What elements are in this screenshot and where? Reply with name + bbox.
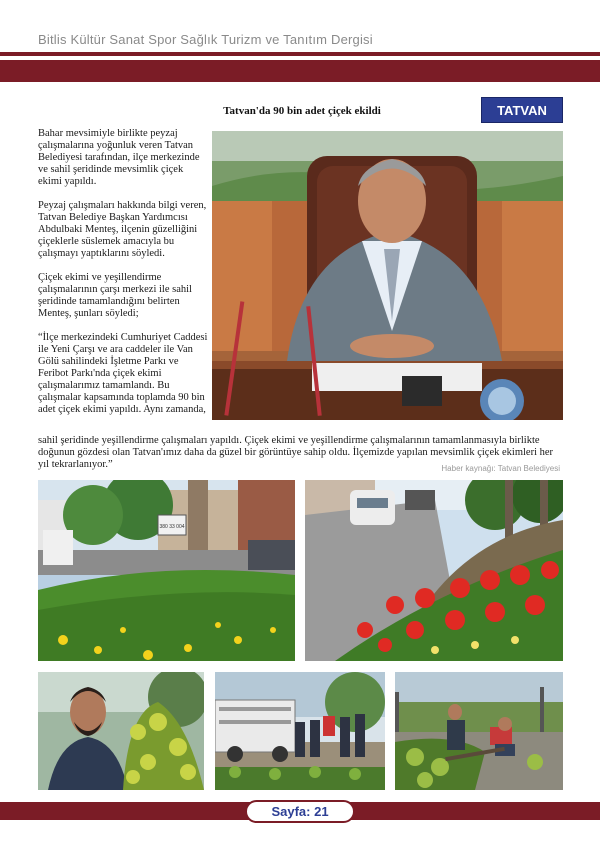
section-tag: TATVAN bbox=[481, 97, 563, 123]
street-flowerbed-photo bbox=[38, 480, 295, 661]
paragraph-1: Bahar mevsimiyle birlikte peyzaj çalışmalarına yoğunluk veren Tatvan Belediyesi tarafından, ilçe merkezinde ve sahil şeridinde mevsimlik çiçek ekimi yapıldı. bbox=[38, 128, 200, 187]
paragraph-4: “İlçe merkezindeki Cumhuriyet Caddesi ile Yeni Çarşı ve ara caddeler ile Van Gölü sahilindeki İşletme Parkı ve Feribot Parkı'nda çiçek ekimi çalışmalarımız tamamlandı. Bu çalışmalar kapsamında toplamda 90 bin adet çiçek ekimi yapıldı. Aynı zamanda, bbox=[38, 332, 208, 415]
paragraph-2: Peyzaj çalışmaları hakkında bilgi veren, Tatvan Belediye Başkan Yardımcısı Abdulbaki Menteş, ilçenin güzelliğini çiçeklerle süslemek amacıyla bu çalışmayı yaptıklarını söyledi. bbox=[38, 200, 207, 259]
road-sign-text: 380 33 004 bbox=[159, 524, 185, 530]
news-source: Haber kaynağı: Tatvan Belediyesi bbox=[441, 464, 560, 473]
workers-planting-photo bbox=[395, 672, 563, 790]
paragraph-3: Çiçek ekimi ve yeşillendirme çalışmalarının çarşı merkezi ile sahil şeridinde tamamlandığını belirten Menteş, şunları söyledi; bbox=[38, 272, 192, 319]
article-column bbox=[38, 128, 208, 428]
article-headline: Tatvan'da 90 bin adet çiçek ekildi bbox=[223, 105, 381, 117]
header-band bbox=[0, 60, 600, 82]
header-band-thin bbox=[0, 52, 600, 56]
workers-truck-photo bbox=[215, 672, 385, 790]
page-number: Sayfa: 21 bbox=[245, 800, 355, 823]
road-red-flowers-photo bbox=[305, 480, 563, 661]
magazine-title: Bitlis Kültür Sanat Spor Sağlık Turizm ve Tanıtım Dergisi bbox=[38, 32, 373, 47]
portrait-photo bbox=[212, 131, 563, 420]
article-continuation: sahil şeridinde yeşillendirme çalışmaları yapıldı. Çiçek ekimi ve yeşillendirme çalışmalarının tamamlanmasıyla birlikte doğunun gözdesi olan Tatvan'ımız daha da güzel bir görüntüye sahip oldu. İlçemizde yapılan mevsimlik çiçek ekimleri her yıl tekrarlanıyor.” bbox=[38, 435, 554, 470]
man-with-plants-photo bbox=[38, 672, 204, 790]
